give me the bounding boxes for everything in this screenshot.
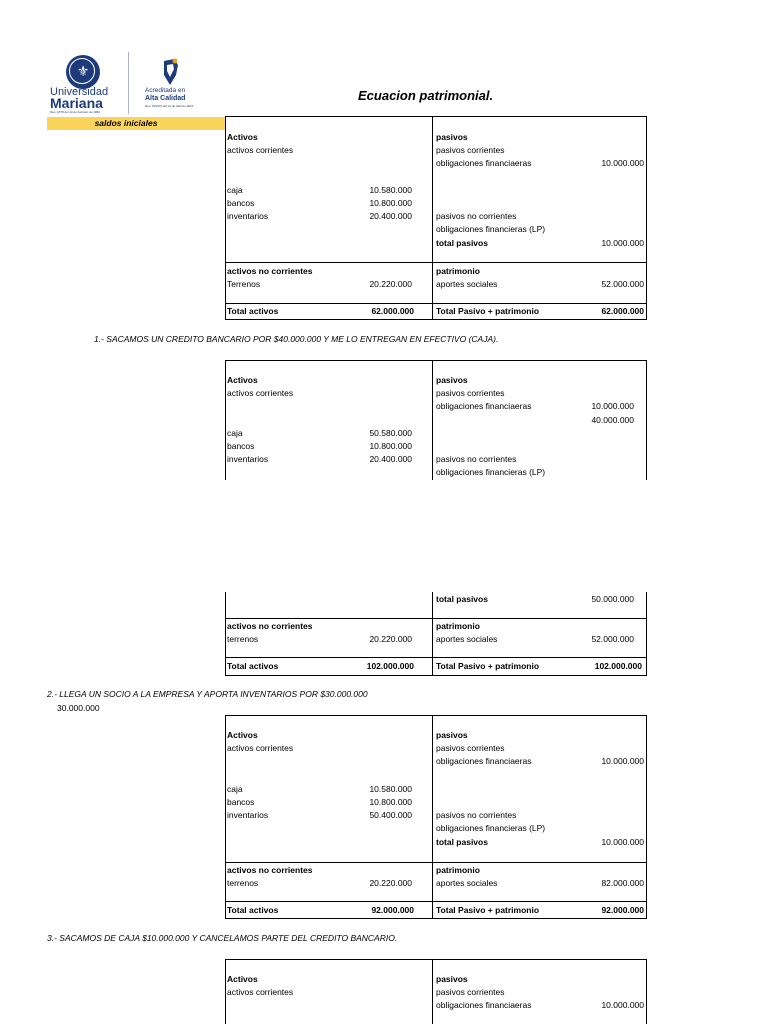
bancos-value: 10.800.000 [369,441,412,451]
table-divider [432,116,433,320]
logo-fine-print: Res. 1878 del 10 de Febrero de 1999 [50,110,100,114]
activos-corrientes-label: activos corrientes [227,743,294,753]
table-rule [225,618,647,619]
activos-corrientes-label: activos corrientes [227,145,294,155]
obligaciones-value-a: 10.000.000 [591,401,634,411]
bancos-label: bancos [227,198,255,208]
activos-heading: Activos [227,132,258,142]
inventarios-label: inventarios [227,454,269,464]
inventarios-label: inventarios [227,810,269,820]
table-rule [225,262,432,263]
caja-label: caja [227,185,243,195]
terrenos-value: 20.220.000 [369,634,412,644]
activos-heading: Activos [227,730,258,740]
table-rule [432,862,647,863]
terrenos-label: Terrenos [227,279,261,289]
activos-heading: Activos [227,974,258,984]
accreditation-fine-print: Res. 003479 del 13 de abril de 2021 [145,104,194,108]
terrenos-label: terrenos [227,878,259,888]
accreditation-line2: Alta Calidad [145,95,186,102]
obligaciones-lp-label: obligaciones financieras (LP) [436,224,546,234]
patrimonio-heading: patrimonio [436,865,480,875]
table-rule [225,657,647,658]
total-activos-label: Total activos [227,306,279,316]
table-rule [225,959,647,960]
patrimonio-heading: patrimonio [436,621,480,631]
obligaciones-label: obligaciones financiaeras [436,756,532,766]
table-border [225,592,226,676]
logo-divider [128,52,129,114]
bancos-value: 10.800.000 [369,198,412,208]
total-pasivo-patrimonio-label: Total Pasivo + patrimonio [436,306,540,316]
table-divider [432,592,433,676]
total-pasivo-patrimonio-value: 92.000.000 [601,905,644,915]
total-pasivos-value: 50.000.000 [591,594,634,604]
table-rule [225,901,647,902]
table-rule [432,262,647,263]
total-pasivo-patrimonio-value: 102.000.000 [594,661,642,671]
obligaciones-lp-label: obligaciones financieras (LP) [436,823,546,833]
total-pasivo-patrimonio-label: Total Pasivo + patrimonio [436,661,540,671]
pasivos-heading: pasivos [436,375,468,385]
step-2-text: 2.- LLEGA UN SOCIO A LA EMPRESA Y APORTA INVENTARIOS POR $30.000.000 [47,689,368,699]
activos-no-corrientes-label: activos no corrientes [227,865,313,875]
caja-value: 10.580.000 [369,185,412,195]
total-pasivos-value: 10.000.000 [601,837,644,847]
table-rule [225,303,647,304]
table-divider [432,959,433,1024]
aportes-value: 52.000.000 [601,279,644,289]
aportes-value: 82.000.000 [601,878,644,888]
pasivos-heading: pasivos [436,132,468,142]
logo-university-text: Universidad [50,86,109,98]
activos-no-corrientes-label: activos no corrientes [227,621,313,631]
table-border [225,360,226,480]
pasivos-no-corrientes-label: pasivos no corrientes [436,454,517,464]
total-activos-label: Total activos [227,905,279,915]
pasivos-heading: pasivos [436,730,468,740]
obligaciones-label: obligaciones financiaeras [436,401,532,411]
aportes-value: 52.000.000 [591,634,634,644]
aportes-label: aportes sociales [436,878,498,888]
terrenos-label: terrenos [227,634,259,644]
table-border [646,959,647,1024]
aportes-label: aportes sociales [436,634,498,644]
total-activos-value: 62.000.000 [371,306,414,316]
pasivos-no-corrientes-label: pasivos no corrientes [436,810,517,820]
step-1-text: 1.- SACAMOS UN CREDITO BANCARIO POR $40.000.000 Y ME LO ENTREGAN EN EFECTIVO (CAJA). [94,334,499,344]
bancos-label: bancos [227,441,255,451]
terrenos-value: 20.220.000 [369,279,412,289]
pasivos-corrientes-label: pasivos corrientes [436,145,505,155]
activos-corrientes-label: activos corrientes [227,987,294,997]
total-activos-label: Total activos [227,661,279,671]
step-2-note: 30.000.000 [57,703,100,713]
table-border [646,592,647,676]
total-pasivos-label: total pasivos [436,238,488,248]
activos-no-corrientes-label: activos no corrientes [227,266,313,276]
pasivos-corrientes-label: pasivos corrientes [436,388,505,398]
total-pasivo-patrimonio-value: 62.000.000 [601,306,644,316]
caja-value: 10.580.000 [369,784,412,794]
obligaciones-label: obligaciones financiaeras [436,1000,532,1010]
activos-corrientes-label: activos corrientes [227,388,294,398]
inventarios-label: inventarios [227,211,269,221]
inventarios-value: 20.400.000 [369,454,412,464]
table-divider [432,715,433,919]
bancos-value: 10.800.000 [369,797,412,807]
accreditation-line1: Acreditada en [145,87,186,94]
total-activos-value: 92.000.000 [371,905,414,915]
total-activos-value: 102.000.000 [366,661,414,671]
step-3-text: 3.- SACAMOS DE CAJA $10.000.000 Y CANCELAMOS PARTE DEL CREDITO BANCARIO. [47,933,398,943]
total-pasivos-label: total pasivos [436,594,488,604]
saldos-iniciales-label: saldos iniciales [94,118,158,128]
obligaciones-value: 10.000.000 [601,158,644,168]
table-divider [432,360,433,480]
obligaciones-value: 10.000.000 [601,756,644,766]
table-border [646,360,647,480]
pasivos-corrientes-label: pasivos corrientes [436,743,505,753]
inventarios-value: 20.400.000 [369,211,412,221]
inventarios-value: 50.400.000 [369,810,412,820]
table-rule [225,862,432,863]
university-seal-icon: ⚜ [66,55,100,89]
obligaciones-value-b: 40.000.000 [591,415,634,425]
pasivos-corrientes-label: pasivos corrientes [436,987,505,997]
total-pasivos-label: total pasivos [436,837,488,847]
activos-heading: Activos [227,375,258,385]
aportes-label: aportes sociales [436,279,498,289]
table-rule [225,360,647,361]
obligaciones-lp-label: obligaciones financieras (LP) [436,467,546,477]
table-border [225,959,226,1024]
logo-mariana-text: Mariana [50,95,103,111]
patrimonio-heading: patrimonio [436,266,480,276]
obligaciones-label: obligaciones financiaeras [436,158,532,168]
caja-label: caja [227,784,243,794]
bancos-label: bancos [227,797,255,807]
obligaciones-value: 10.000.000 [601,1000,644,1010]
pasivos-no-corrientes-label: pasivos no corrientes [436,211,517,221]
document-title: Ecuacion patrimonial. [358,88,494,103]
pasivos-heading: pasivos [436,974,468,984]
total-pasivo-patrimonio-label: Total Pasivo + patrimonio [436,905,540,915]
terrenos-value: 20.220.000 [369,878,412,888]
accreditation-icon [158,57,182,87]
saldos-iniciales-badge [47,117,225,130]
table-rule [225,675,647,676]
total-pasivos-value: 10.000.000 [601,238,644,248]
caja-value: 50.580.000 [369,428,412,438]
caja-label: caja [227,428,243,438]
